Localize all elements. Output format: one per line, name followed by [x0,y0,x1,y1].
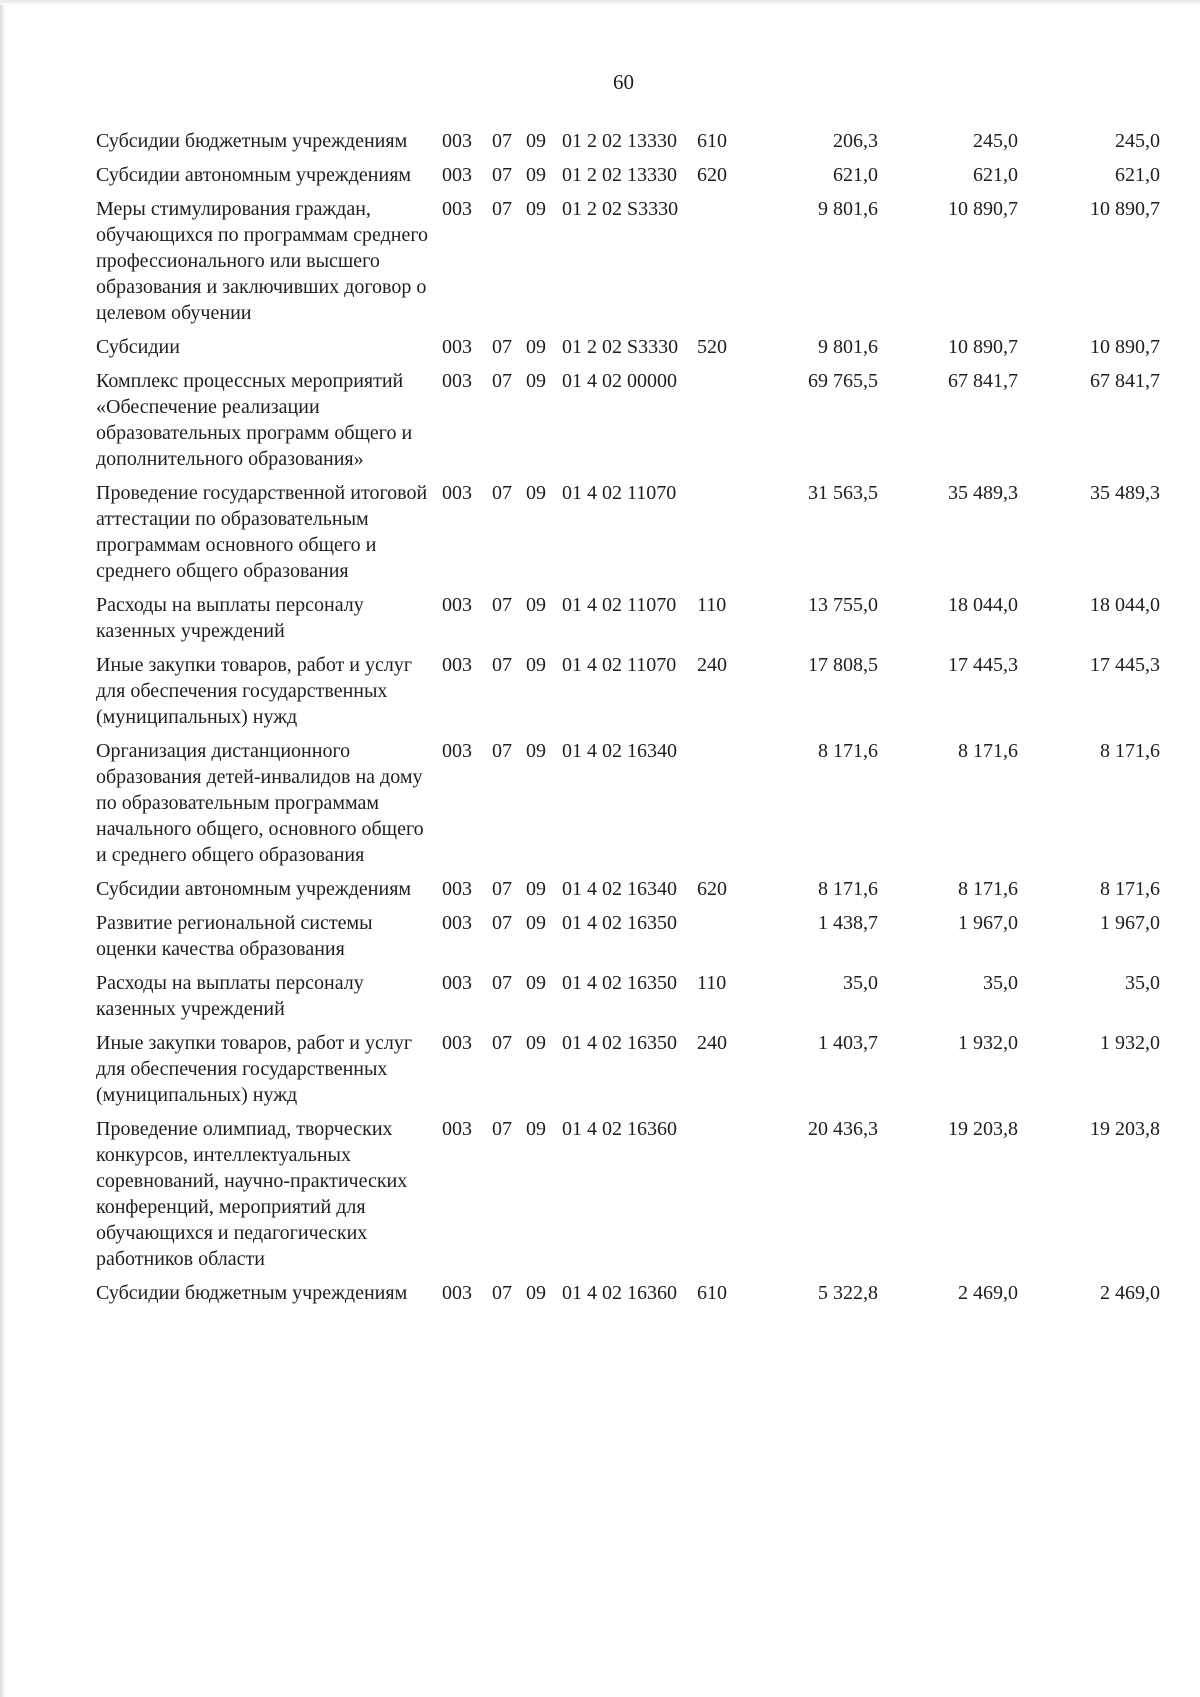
row-target-article: 01 4 02 16340 [562,740,677,762]
row-section-code: 07 [492,740,512,762]
row-ministry-code: 003 [442,164,472,186]
row-section-code: 07 [492,336,512,358]
row-amount-3: 10 890,7 [1090,198,1160,220]
row-section-code: 07 [492,164,512,186]
row-expense-type [697,1116,737,1280]
table-body [96,128,1160,1314]
row-amount-2: 10 890,7 [948,198,1018,220]
row-ministry-code: 003 [442,654,472,676]
row-expense-type: 610 [697,1282,727,1304]
row-name: Проведение олимпиад, творческих конкурсов, интеллектуальных соревнований, научно-практических конференций, мероприятий для обучающихся и педагогических работников области [96,1118,408,1270]
row-amount-2: 10 890,7 [948,336,1018,358]
row-name: Развитие региональной системы оценки качества образования [96,912,373,960]
table-row [96,480,1160,592]
row-amount-2: 35 489,3 [948,482,1018,504]
row-amount-1: 35,0 [843,972,878,994]
row-name: Субсидии бюджетным учреждениям [96,130,408,152]
row-gap [432,334,442,368]
row-amount-1: 17 808,5 [808,654,878,676]
row-target-article: 01 4 02 16340 [562,878,677,900]
row-amount-2: 8 171,6 [958,740,1018,762]
row-ministry-code: 003 [442,482,472,504]
row-expense-type: 240 [697,654,727,676]
row-amount-2: 245,0 [973,130,1018,152]
row-amount-1: 5 322,8 [818,1282,878,1304]
row-expense-type: 110 [697,972,727,994]
row-subsection-code: 09 [526,130,546,152]
row-ministry-code: 003 [442,912,472,934]
row-amount-3: 1 967,0 [1100,912,1160,934]
row-expense-type: 110 [697,594,727,616]
row-amount-3: 8 171,6 [1100,878,1160,900]
row-ministry-code: 003 [442,594,472,616]
row-amount-1: 1 403,7 [818,1032,878,1054]
row-gap [432,652,442,738]
row-target-article: 01 4 02 11070 [562,654,677,676]
table-row [96,738,1160,876]
row-ministry-code: 003 [442,740,472,762]
row-ministry-code: 003 [442,370,472,392]
row-expense-type [697,738,737,876]
scan-top-edge [0,0,1200,5]
row-amount-2: 35,0 [983,972,1018,994]
row-section-code: 07 [492,878,512,900]
row-amount-3: 35,0 [1125,972,1160,994]
row-amount-1: 1 438,7 [818,912,878,934]
page-number: 60 [613,70,634,94]
table-row [96,1116,1160,1280]
row-name: Проведение государственной итоговой аттестации по образовательным программам основного общего и среднего общего образования [96,482,428,582]
row-amount-2: 18 044,0 [948,594,1018,616]
row-subsection-code: 09 [526,740,546,762]
row-expense-type: 620 [697,878,727,900]
row-section-code: 07 [492,1032,512,1054]
row-subsection-code: 09 [526,370,546,392]
row-subsection-code: 09 [526,1118,546,1140]
row-amount-3: 67 841,7 [1090,370,1160,392]
row-ministry-code: 003 [442,1282,472,1304]
table-row [96,334,1160,368]
row-amount-3: 621,0 [1115,164,1160,186]
row-amount-1: 8 171,6 [818,740,878,762]
row-section-code: 07 [492,912,512,934]
row-ministry-code: 003 [442,972,472,994]
row-amount-2: 1 967,0 [958,912,1018,934]
row-amount-2: 621,0 [973,164,1018,186]
row-amount-3: 18 044,0 [1090,594,1160,616]
row-amount-2: 67 841,7 [948,370,1018,392]
row-subsection-code: 09 [526,482,546,504]
row-amount-1: 206,3 [833,130,878,152]
row-amount-3: 35 489,3 [1090,482,1160,504]
row-amount-1: 8 171,6 [818,878,878,900]
row-subsection-code: 09 [526,878,546,900]
row-expense-type [697,480,737,592]
row-name: Расходы на выплаты персоналу казенных учреждений [96,594,364,642]
row-ministry-code: 003 [442,336,472,358]
row-amount-2: 19 203,8 [948,1118,1018,1140]
row-subsection-code: 09 [526,164,546,186]
row-target-article: 01 4 02 16350 [562,1032,677,1054]
row-ministry-code: 003 [442,1118,472,1140]
row-name: Субсидии автономным учреждениям [96,878,412,900]
row-gap [432,1030,442,1116]
row-section-code: 07 [492,370,512,392]
row-section-code: 07 [492,972,512,994]
table-row [96,652,1160,738]
row-gap [432,1280,442,1314]
row-subsection-code: 09 [526,1282,546,1304]
row-gap [432,196,442,334]
row-subsection-code: 09 [526,912,546,934]
row-target-article: 01 4 02 16360 [562,1118,677,1140]
row-amount-1: 9 801,6 [818,198,878,220]
row-target-article: 01 4 02 16350 [562,972,677,994]
table-row [96,1030,1160,1116]
row-target-article: 01 2 02 S3330 [562,336,679,358]
row-subsection-code: 09 [526,594,546,616]
table-row [96,128,1160,162]
row-gap [432,368,442,480]
row-section-code: 07 [492,198,512,220]
row-name: Субсидии [96,336,180,358]
row-amount-3: 19 203,8 [1090,1118,1160,1140]
row-ministry-code: 003 [442,878,472,900]
row-target-article: 01 4 02 11070 [562,482,677,504]
row-amount-3: 1 932,0 [1100,1032,1160,1054]
row-amount-3: 245,0 [1115,130,1160,152]
row-ministry-code: 003 [442,198,472,220]
row-expense-type: 620 [697,164,727,186]
budget-table [96,128,1160,1314]
row-target-article: 01 4 02 00000 [562,370,677,392]
row-target-article: 01 4 02 11070 [562,594,677,616]
row-expense-type [697,368,737,480]
row-section-code: 07 [492,654,512,676]
row-amount-2: 17 445,3 [948,654,1018,676]
row-subsection-code: 09 [526,1032,546,1054]
row-amount-3: 10 890,7 [1090,336,1160,358]
row-subsection-code: 09 [526,972,546,994]
row-target-article: 01 2 02 13330 [562,164,677,186]
row-gap [432,128,442,162]
row-gap [432,1116,442,1280]
row-expense-type [697,910,737,970]
row-target-article: 01 2 02 S3330 [562,198,679,220]
row-expense-type [697,196,737,334]
row-target-article: 01 2 02 13330 [562,130,677,152]
table-row [96,162,1160,196]
row-subsection-code: 09 [526,198,546,220]
row-gap [432,162,442,196]
row-section-code: 07 [492,1118,512,1140]
row-amount-3: 17 445,3 [1090,654,1160,676]
row-gap [432,738,442,876]
row-name: Расходы на выплаты персоналу казенных учреждений [96,972,364,1020]
scan-edge [0,0,6,1697]
table-row [96,592,1160,652]
row-name: Субсидии бюджетным учреждениям [96,1282,408,1304]
row-amount-1: 69 765,5 [808,370,878,392]
row-name: Организация дистанционного образования детей-инвалидов на дому по образовательным программам начального общего, основного общего и среднего общего образования [96,740,424,866]
row-gap [432,876,442,910]
row-amount-3: 2 469,0 [1100,1282,1160,1304]
row-name: Иные закупки товаров, работ и услуг для обеспечения государственных (муниципальных) нужд [96,1032,413,1106]
row-section-code: 07 [492,1282,512,1304]
row-expense-type: 240 [697,1032,727,1054]
row-gap [432,970,442,1030]
row-subsection-code: 09 [526,336,546,358]
table-row [96,196,1160,334]
row-amount-2: 8 171,6 [958,878,1018,900]
row-name: Меры стимулирования граждан, обучающихся по программам среднего профессионального или высшего образования и заключивших договор о целевом обучении [96,198,429,324]
table-row [96,368,1160,480]
table-row [96,1280,1160,1314]
row-amount-2: 1 932,0 [958,1032,1018,1054]
row-subsection-code: 09 [526,654,546,676]
row-amount-3: 8 171,6 [1100,740,1160,762]
table-row [96,876,1160,910]
row-section-code: 07 [492,130,512,152]
row-section-code: 07 [492,482,512,504]
row-gap [432,592,442,652]
row-gap [432,480,442,592]
row-name: Иные закупки товаров, работ и услуг для обеспечения государственных (муниципальных) нужд [96,654,413,728]
table-row [96,970,1160,1030]
row-amount-1: 621,0 [833,164,878,186]
row-ministry-code: 003 [442,130,472,152]
table-row [96,910,1160,970]
row-amount-1: 13 755,0 [808,594,878,616]
row-section-code: 07 [492,594,512,616]
row-target-article: 01 4 02 16350 [562,912,677,934]
row-expense-type: 610 [697,130,727,152]
row-amount-1: 9 801,6 [818,336,878,358]
row-gap [432,910,442,970]
row-name: Субсидии автономным учреждениям [96,164,412,186]
row-amount-1: 31 563,5 [808,482,878,504]
row-amount-1: 20 436,3 [808,1118,878,1140]
row-expense-type: 520 [697,336,727,358]
row-name: Комплекс процессных мероприятий «Обеспечение реализации образовательных программ общего и дополнительного образования» [96,370,413,470]
row-ministry-code: 003 [442,1032,472,1054]
row-target-article: 01 4 02 16360 [562,1282,677,1304]
row-amount-2: 2 469,0 [958,1282,1018,1304]
